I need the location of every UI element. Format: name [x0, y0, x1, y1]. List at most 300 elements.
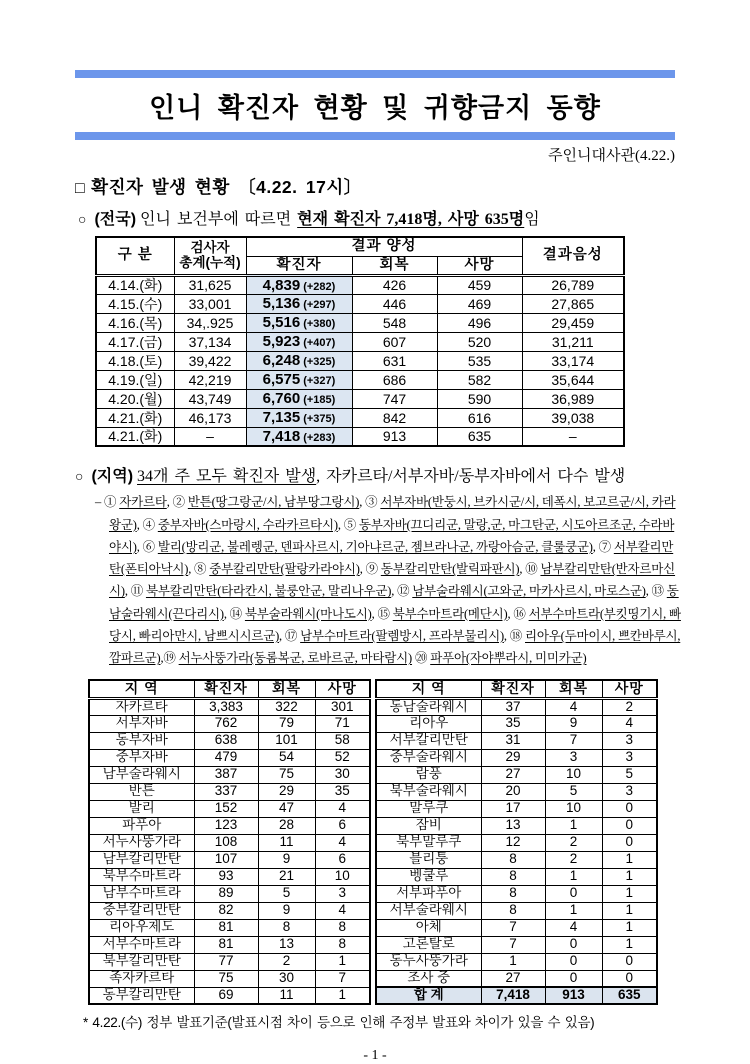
- page-number: - 1 -: [363, 1048, 387, 1064]
- region-item-text: 북부술라웨시(마나도시): [244, 606, 372, 621]
- confirmed-count: 4,839: [262, 276, 301, 294]
- region-item-text: 서누사뚱가라(동롬복군, 로바르군, 마타람시): [178, 651, 413, 665]
- region-name: 발리: [89, 800, 194, 817]
- region-right-header: [376, 680, 657, 698]
- region-item-separator: ,: [160, 651, 164, 665]
- region-name: 남부술라웨시: [89, 766, 194, 783]
- region-recovered: 21: [258, 868, 315, 885]
- daily-recovered: 426: [352, 275, 437, 294]
- region-recovered: 1: [545, 902, 602, 919]
- region-right-body: [376, 698, 657, 1004]
- region-confirmed: 37: [481, 698, 545, 715]
- region-confirmed: 81: [194, 936, 258, 953]
- region-recovered: 47: [258, 800, 315, 817]
- daily-recovered: 446: [352, 294, 437, 313]
- region-confirmed: 8: [481, 885, 545, 902]
- daily-negative: 31,211: [522, 332, 624, 351]
- region-confirmed: 8: [481, 902, 545, 919]
- daily-negative: 29,459: [522, 313, 624, 332]
- region-table-row: [89, 902, 370, 919]
- region-table-row: [376, 834, 657, 851]
- region-table-row: [376, 800, 657, 817]
- region-deaths: 30: [315, 766, 370, 783]
- region-deaths: 4: [315, 834, 370, 851]
- daily-negative: 27,865: [522, 294, 624, 313]
- region-deaths: 0: [602, 953, 657, 970]
- daily-tested: 31,625: [174, 275, 246, 294]
- region-recovered: 9: [258, 851, 315, 868]
- region-item-separator: ,: [136, 517, 143, 532]
- region-recovered: 5: [545, 783, 602, 800]
- region-item-text: 반튼(땅그랑군/시, 남부땅그랑시): [187, 495, 360, 510]
- region-summary: [75, 463, 675, 486]
- daily-recovered: 686: [352, 370, 437, 389]
- region-table-row: [376, 902, 657, 919]
- region-label: (지역): [91, 468, 134, 486]
- region-name: 조사 중: [376, 970, 481, 987]
- national-prefix: 인니 보건부에 따르면: [140, 211, 298, 228]
- region-name: 동누사뚱가라: [376, 953, 481, 970]
- daily-table-row: [96, 313, 624, 332]
- daily-recovered: 747: [352, 389, 437, 408]
- daily-header-row-1: [96, 237, 624, 256]
- region-deaths: 1: [315, 987, 370, 1004]
- region-confirmed: 8: [481, 851, 545, 868]
- region-deaths: 0: [602, 817, 657, 834]
- region-name: 고론탈로: [376, 936, 481, 953]
- region-item-number: ⑥: [142, 539, 158, 554]
- region-item-text: 서부칼리만탄(폰티아낙시): [109, 539, 674, 576]
- attribution: 주인니대사관(4.22.): [548, 148, 675, 164]
- daily-confirmed: [246, 294, 352, 313]
- region-recovered: 2: [258, 953, 315, 970]
- daily-tested: –: [174, 427, 246, 446]
- confirmed-delta: (+380): [303, 318, 336, 331]
- daily-recovered: 842: [352, 408, 437, 427]
- daily-tested: 46,173: [174, 408, 246, 427]
- daily-tested: 37,134: [174, 332, 246, 351]
- daily-date: 4.21.(화): [96, 427, 174, 446]
- daily-table-header: [96, 237, 624, 275]
- region-item-separator: ,: [391, 584, 398, 599]
- region-name: 람풍: [376, 766, 481, 783]
- region-table-row: [89, 817, 370, 834]
- region-table-left: [88, 679, 371, 1005]
- region-deaths: 635: [602, 987, 657, 1004]
- region-rest: , 자카르타/서부자바/동부자바에서 다수 발생: [316, 468, 626, 486]
- region-table-row: [89, 936, 370, 953]
- daily-confirmed: [246, 351, 352, 370]
- daily-confirmed: [246, 275, 352, 294]
- region-item-number: ⑩: [525, 562, 541, 576]
- region-item-number: ⑦: [598, 539, 614, 554]
- daily-confirmed: [246, 332, 352, 351]
- region-item-number: ⑱: [509, 628, 526, 643]
- region-item-text: 자카르타: [119, 495, 167, 510]
- region-deaths: 0: [602, 800, 657, 817]
- region-item-text: 서부자바(반둥시, 브카시군/시, 데폭시, 보고르군/시, 카라왕군): [109, 495, 676, 532]
- region-confirmed: 152: [194, 800, 258, 817]
- region-table-row: [89, 987, 370, 1004]
- region-name: 북부칼리만탄: [89, 953, 194, 970]
- region-confirmed: 762: [194, 715, 258, 732]
- region-left-header: [89, 680, 370, 698]
- daily-confirmed: [246, 408, 352, 427]
- region-recovered: 5: [258, 885, 315, 902]
- daily-negative: 35,644: [522, 370, 624, 389]
- region-item-number: ④: [142, 517, 158, 532]
- daily-table-row: [96, 332, 624, 351]
- region-deaths: 1: [602, 868, 657, 885]
- region-item-number: ①: [103, 495, 120, 510]
- confirmed-delta: (+185): [303, 394, 336, 407]
- region-confirmed: 1: [481, 953, 545, 970]
- daily-date: 4.21.(화): [96, 408, 174, 427]
- region-table-row: [376, 766, 657, 783]
- header-category: 구 분: [96, 237, 174, 275]
- region-deaths: 6: [315, 817, 370, 834]
- region-table-row: [376, 953, 657, 970]
- page-title: 인니 확진자 현황 및 귀향금지 동향: [149, 93, 601, 123]
- region-confirmed: 479: [194, 749, 258, 766]
- region-name: 서부자바: [89, 715, 194, 732]
- region-recovered: 28: [258, 817, 315, 834]
- region-confirmed: 93: [194, 868, 258, 885]
- region-table-row: [376, 936, 657, 953]
- region-item-text: 동부자바(끄디리군, 말랑,군, 마그탄군, 시도아르조군, 수라바야시): [109, 517, 675, 554]
- header-region: 지 역: [89, 680, 194, 698]
- region-item-separator: ,: [223, 606, 230, 621]
- region-table-row: [376, 732, 657, 749]
- confirmed-count: 6,248: [262, 352, 301, 370]
- list-dash: –: [95, 495, 104, 510]
- region-item-text: 서부수마트라(부킷띵기시, 빠당시, 빠리아만시, 남쁘시시르군): [109, 606, 681, 643]
- region-table-row: [89, 732, 370, 749]
- region-item-text: 북부칼리만탄(타라칸시, 불룽안군, 말리나우군): [145, 584, 392, 599]
- daily-recovered: 607: [352, 332, 437, 351]
- daily-negative: 36,989: [522, 389, 624, 408]
- daily-date: 4.15.(수): [96, 294, 174, 313]
- region-recovered: 3: [545, 749, 602, 766]
- region-name: 자카르타: [89, 698, 194, 715]
- region-table-row: [89, 698, 370, 715]
- daily-tested: 43,749: [174, 389, 246, 408]
- daily-date: 4.14.(화): [96, 275, 174, 294]
- region-deaths: 5: [602, 766, 657, 783]
- confirmed-count: 7,135: [262, 409, 301, 427]
- region-name: 동부자바: [89, 732, 194, 749]
- region-table-row: [89, 749, 370, 766]
- region-confirmed: 27: [481, 766, 545, 783]
- region-item-number: ⑬: [651, 584, 667, 599]
- national-suffix: 임: [524, 211, 540, 228]
- region-table-right: [375, 679, 658, 1005]
- daily-deaths: 616: [437, 408, 522, 427]
- daily-table-row: [96, 389, 624, 408]
- region-recovered: 322: [258, 698, 315, 715]
- region-item-text: 남부수마트라(팔렘방시, 프라부물리시): [300, 628, 504, 643]
- region-table-row: [376, 868, 657, 885]
- region-item-number: ⑯: [513, 606, 529, 621]
- region-item-separator: ,: [359, 562, 366, 576]
- region-item-number: ⑤: [343, 517, 359, 532]
- region-item-separator: ,: [645, 584, 652, 599]
- region-table-row: [376, 817, 657, 834]
- header-confirmed: 확진자: [481, 680, 545, 698]
- daily-negative: –: [522, 427, 624, 446]
- confirmed-count: 5,923: [262, 333, 301, 351]
- region-item-separator: ,: [503, 628, 510, 643]
- region-deaths: 4: [602, 715, 657, 732]
- region-item-text: 리아우(두마이시, 쁘칸바루시, 깜파르군): [109, 628, 681, 665]
- daily-negative: 39,038: [522, 408, 624, 427]
- daily-deaths: 582: [437, 370, 522, 389]
- region-confirmed: 17: [481, 800, 545, 817]
- region-table-row: [89, 800, 370, 817]
- region-name: 북부술라웨시: [376, 783, 481, 800]
- footnote: * 4.22.(수) 정부 발표기준(발표시점 차이 등으로 인해 주정부 발표와 차이가 있을 수 있음): [83, 1015, 595, 1031]
- region-confirmed: 77: [194, 953, 258, 970]
- region-recovered: 0: [545, 953, 602, 970]
- region-table-row: [89, 783, 370, 800]
- region-deaths: 6: [315, 851, 370, 868]
- region-item-text: 남부술라웨시(고와군, 마카사르시, 마로스군): [412, 584, 646, 599]
- daily-table-row: [96, 427, 624, 446]
- region-item-number: ⑨: [365, 562, 381, 576]
- region-table-row: [89, 868, 370, 885]
- region-table-row: [89, 834, 370, 851]
- region-recovered: 0: [545, 936, 602, 953]
- region-item-number: ③: [365, 495, 381, 510]
- region-item-separator: ,: [371, 606, 378, 621]
- region-recovered: 4: [545, 919, 602, 936]
- header-region: 지 역: [376, 680, 481, 698]
- header-confirmed: 확진자: [246, 256, 352, 275]
- region-item-separator: ,: [166, 495, 173, 510]
- region-name: 벵쿨루: [376, 868, 481, 885]
- region-name: 말루쿠: [376, 800, 481, 817]
- region-table-row: [376, 698, 657, 715]
- header-deaths: 사망: [315, 680, 370, 698]
- region-item-number: ⑭: [229, 606, 245, 621]
- region-item-text: 북부수마트라(메단시): [392, 606, 508, 621]
- header-confirmed: 확진자: [194, 680, 258, 698]
- daily-deaths: 635: [437, 427, 522, 446]
- region-name: 서부수마트라: [89, 936, 194, 953]
- title-block: [75, 70, 675, 140]
- daily-deaths: 496: [437, 313, 522, 332]
- confirmed-count: 5,136: [262, 295, 301, 313]
- daily-date: 4.16.(목): [96, 313, 174, 332]
- region-table-row: [89, 919, 370, 936]
- region-item-separator: ,: [136, 539, 143, 554]
- daily-table-row: [96, 294, 624, 313]
- daily-deaths: 535: [437, 351, 522, 370]
- region-deaths: 1: [602, 902, 657, 919]
- region-confirmed: 7,418: [481, 987, 545, 1004]
- region-item-text: 중부칼리만탄(팔랑카라야시): [209, 562, 360, 576]
- region-table-row: [89, 970, 370, 987]
- region-name: 동남술라웨시: [376, 698, 481, 715]
- region-confirmed: 31: [481, 732, 545, 749]
- confirmed-delta: (+297): [303, 299, 336, 312]
- daily-recovered: 548: [352, 313, 437, 332]
- region-recovered: 29: [258, 783, 315, 800]
- region-confirmed: 81: [194, 919, 258, 936]
- daily-date: 4.17.(금): [96, 332, 174, 351]
- region-deaths: 35: [315, 783, 370, 800]
- region-recovered: 2: [545, 851, 602, 868]
- confirmed-count: 5,516: [262, 314, 301, 332]
- region-table-row: [376, 851, 657, 868]
- confirmed-delta: (+283): [303, 431, 336, 444]
- region-deaths: 8: [315, 936, 370, 953]
- region-header-row: [89, 680, 370, 698]
- region-item-separator: ,: [124, 584, 131, 599]
- region-confirmed: 123: [194, 817, 258, 834]
- region-deaths: 0: [602, 834, 657, 851]
- daily-tested: 42,219: [174, 370, 246, 389]
- header-tested: [174, 237, 246, 275]
- confirmed-count: 6,760: [262, 390, 301, 408]
- region-item-separator: ,: [592, 539, 599, 554]
- region-header-row: [376, 680, 657, 698]
- daily-table-row: [96, 370, 624, 389]
- header-recovered: 회복: [258, 680, 315, 698]
- daily-table-body: [96, 275, 624, 446]
- national-label: (전국): [94, 211, 137, 228]
- circle-bullet-icon: ○: [75, 470, 84, 486]
- header-recovered: 회복: [545, 680, 602, 698]
- title-bottom-bar: [75, 132, 675, 140]
- region-table-row: [89, 766, 370, 783]
- region-table-row: [89, 953, 370, 970]
- region-item-number: ⑲: [163, 651, 179, 665]
- region-deaths: 52: [315, 749, 370, 766]
- region-table-row: [89, 885, 370, 902]
- region-item-separator: ,: [359, 495, 366, 510]
- region-name: 족자카르타: [89, 970, 194, 987]
- region-name: 중부술라웨시: [376, 749, 481, 766]
- region-confirmed: 20: [481, 783, 545, 800]
- region-confirmed: 69: [194, 987, 258, 1004]
- confirmed-count: 7,418: [262, 427, 301, 445]
- daily-date: 4.20.(월): [96, 389, 174, 408]
- daily-table-row: [96, 275, 624, 294]
- daily-negative: 33,174: [522, 351, 624, 370]
- region-confirmed: 387: [194, 766, 258, 783]
- region-deaths: 301: [315, 698, 370, 715]
- region-recovered: 7: [545, 732, 602, 749]
- region-tables: [88, 679, 675, 1005]
- region-item-number: ⑧: [194, 562, 210, 576]
- region-deaths: 3: [315, 885, 370, 902]
- region-deaths: 10: [315, 868, 370, 885]
- confirmed-delta: (+375): [303, 413, 336, 426]
- region-deaths: 58: [315, 732, 370, 749]
- region-deaths: 4: [315, 800, 370, 817]
- region-item-separator: ,: [188, 562, 195, 576]
- header-tested-line2: 총계(누적): [179, 254, 241, 270]
- region-confirmed: 12: [481, 834, 545, 851]
- region-deaths: 7: [315, 970, 370, 987]
- region-confirmed: 337: [194, 783, 258, 800]
- region-recovered: 2: [545, 834, 602, 851]
- title-top-bar: [75, 70, 675, 78]
- region-name: 합 계: [376, 987, 481, 1004]
- region-recovered: 11: [258, 987, 315, 1004]
- daily-tested: 33,001: [174, 294, 246, 313]
- region-confirmed: 107: [194, 851, 258, 868]
- region-recovered: 1: [545, 868, 602, 885]
- region-deaths: 1: [602, 885, 657, 902]
- region-recovered: 1: [545, 817, 602, 834]
- region-recovered: 9: [545, 715, 602, 732]
- daily-tested: 39,422: [174, 351, 246, 370]
- region-confirmed: 35: [481, 715, 545, 732]
- daily-confirmed: [246, 427, 352, 446]
- region-table-row: [376, 715, 657, 732]
- region-name: 서부술라웨시: [376, 902, 481, 919]
- region-recovered: 0: [545, 970, 602, 987]
- region-recovered: 913: [545, 987, 602, 1004]
- region-name: 중부자바: [89, 749, 194, 766]
- region-name: 반튼: [89, 783, 194, 800]
- region-confirmed: 8: [481, 868, 545, 885]
- region-confirmed: 27: [481, 970, 545, 987]
- confirmed-count: 6,575: [262, 371, 301, 389]
- region-name: 잠비: [376, 817, 481, 834]
- region-name: 블리퉁: [376, 851, 481, 868]
- daily-date: 4.19.(일): [96, 370, 174, 389]
- header-tested-line1: 검사자: [190, 239, 230, 255]
- region-confirmed: 29: [481, 749, 545, 766]
- region-item-number: ⑮: [377, 606, 393, 621]
- region-item-number: ⑪: [130, 584, 146, 599]
- region-confirmed: 3,383: [194, 698, 258, 715]
- header-deaths: 사망: [602, 680, 657, 698]
- region-recovered: 13: [258, 936, 315, 953]
- region-deaths: 1: [602, 851, 657, 868]
- daily-deaths: 590: [437, 389, 522, 408]
- region-table-row: [376, 783, 657, 800]
- region-name: 서부칼리만탄: [376, 732, 481, 749]
- region-deaths: 1: [602, 936, 657, 953]
- region-item-number: ⑰: [284, 628, 301, 643]
- confirmed-delta: (+407): [303, 337, 336, 350]
- daily-confirmed: [246, 389, 352, 408]
- region-recovered: 0: [545, 885, 602, 902]
- daily-tested: 34,.925: [174, 313, 246, 332]
- region-item-separator: ,: [507, 606, 514, 621]
- region-deaths: 0: [602, 970, 657, 987]
- region-deaths: 4: [315, 902, 370, 919]
- region-confirmed: 108: [194, 834, 258, 851]
- region-list-items: [104, 495, 681, 665]
- region-name: 동부칼리만탄: [89, 987, 194, 1004]
- header-positive-group: 결과 양성: [246, 237, 522, 256]
- header-recovered: 회복: [352, 256, 437, 275]
- region-confirmed: 75: [194, 970, 258, 987]
- region-confirmed: 638: [194, 732, 258, 749]
- region-item-text: 남부칼리만탄(반자르마신시): [109, 562, 676, 599]
- region-name: 서부파푸아: [376, 885, 481, 902]
- region-item-separator: ,: [519, 562, 526, 576]
- header-deaths: 사망: [437, 256, 522, 275]
- region-name: 파푸아: [89, 817, 194, 834]
- region-emphasis: 34개 주 모두 확진자 발생: [137, 468, 317, 486]
- region-item-number: ②: [172, 495, 188, 510]
